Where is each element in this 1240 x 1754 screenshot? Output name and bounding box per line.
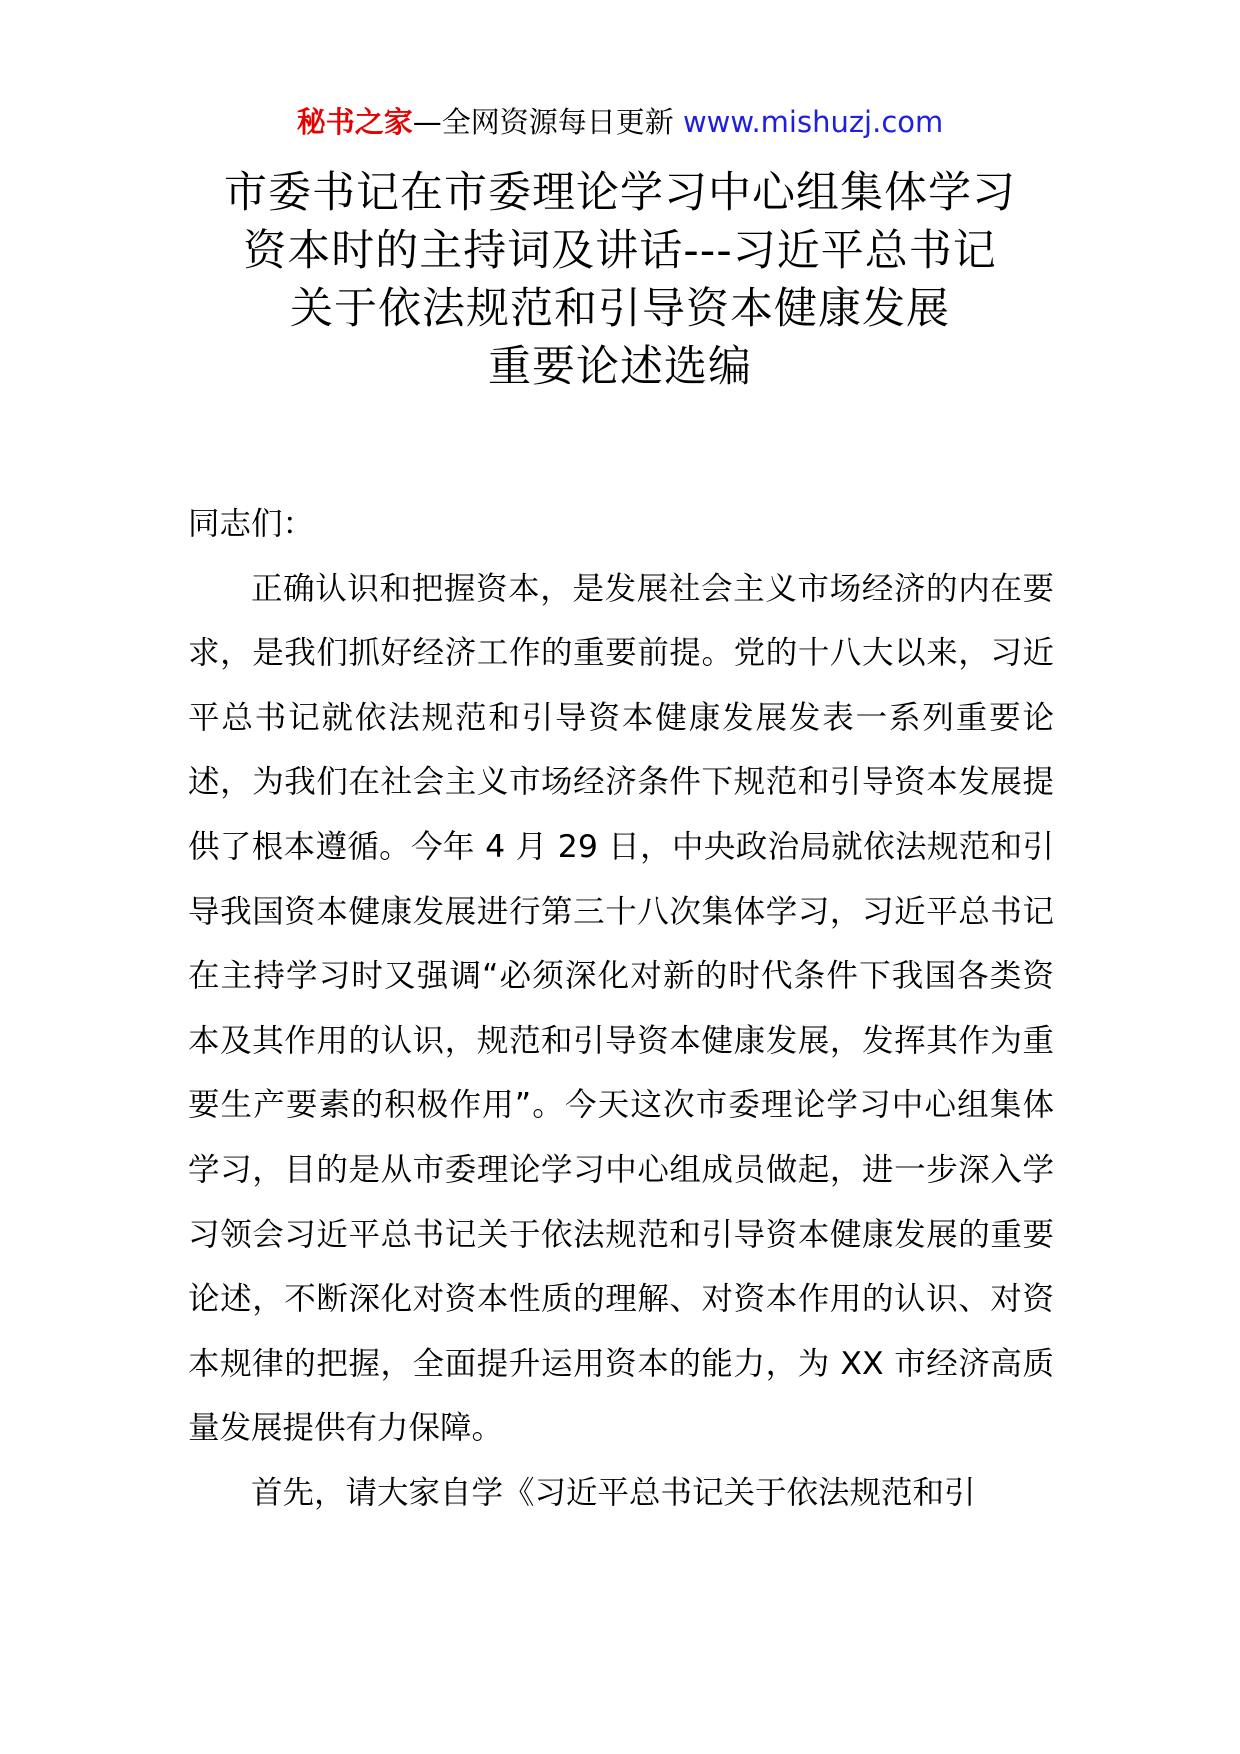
brand-name: 秘书之家: [296, 105, 413, 139]
header-tagline: —全网资源每日更新: [412, 105, 674, 139]
body-paragraph: 首先，请大家自学《习近平总书记关于依法规范和引: [251, 1474, 976, 1511]
title-line: 市委书记在市委理论学习中心组集体学习: [224, 168, 1016, 218]
title-line: 重要论述选编: [488, 342, 752, 392]
site-header: [0, 100, 1240, 144]
document-body: [188, 492, 1054, 1526]
document-title: [150, 164, 1090, 396]
body-paragraph: 正确认识和把握资本，是发展社会主义市场经济的内在要求，是我们抓好经济工作的重要前提。党的十八大以来，习近平总书记就依法规范和引导资本健康发展发表一系列重要论述，为我们在社会主义市场经济条件下规范和引导资本发展提供了根本遵循。今年 4 月 29 日，中央政治局就依法规范和引导我国资本健康发展进行第三十八次集体学习，习近平总书记在主持学习时又强调“必须深化对新的时代条件下我国各类资本及其作用的认识，规范和引导资本健康发展，发挥其作为重要生产要素的积极作用”。今天这次市委理论学习中心组集体学习，目的是从市委理论学习中心组成员做起，进一步深入学习领会习近平总书记关于依法规范和引导资本健康发展的重要论述，不断深化对资本性质的理解、对资本作用的认识、对资本规律的把握，全面提升运用资本的能力，为 XX 市经济高质量发展提供有力保障。: [188, 570, 1054, 1447]
title-line: 关于依法规范和引导资本健康发展: [290, 284, 950, 334]
title-line: 资本时的主持词及讲话---习近平总书记: [243, 226, 997, 276]
site-url-link[interactable]: www.mishuzj.com: [682, 105, 944, 139]
salutation: 同志们：: [188, 506, 315, 542]
